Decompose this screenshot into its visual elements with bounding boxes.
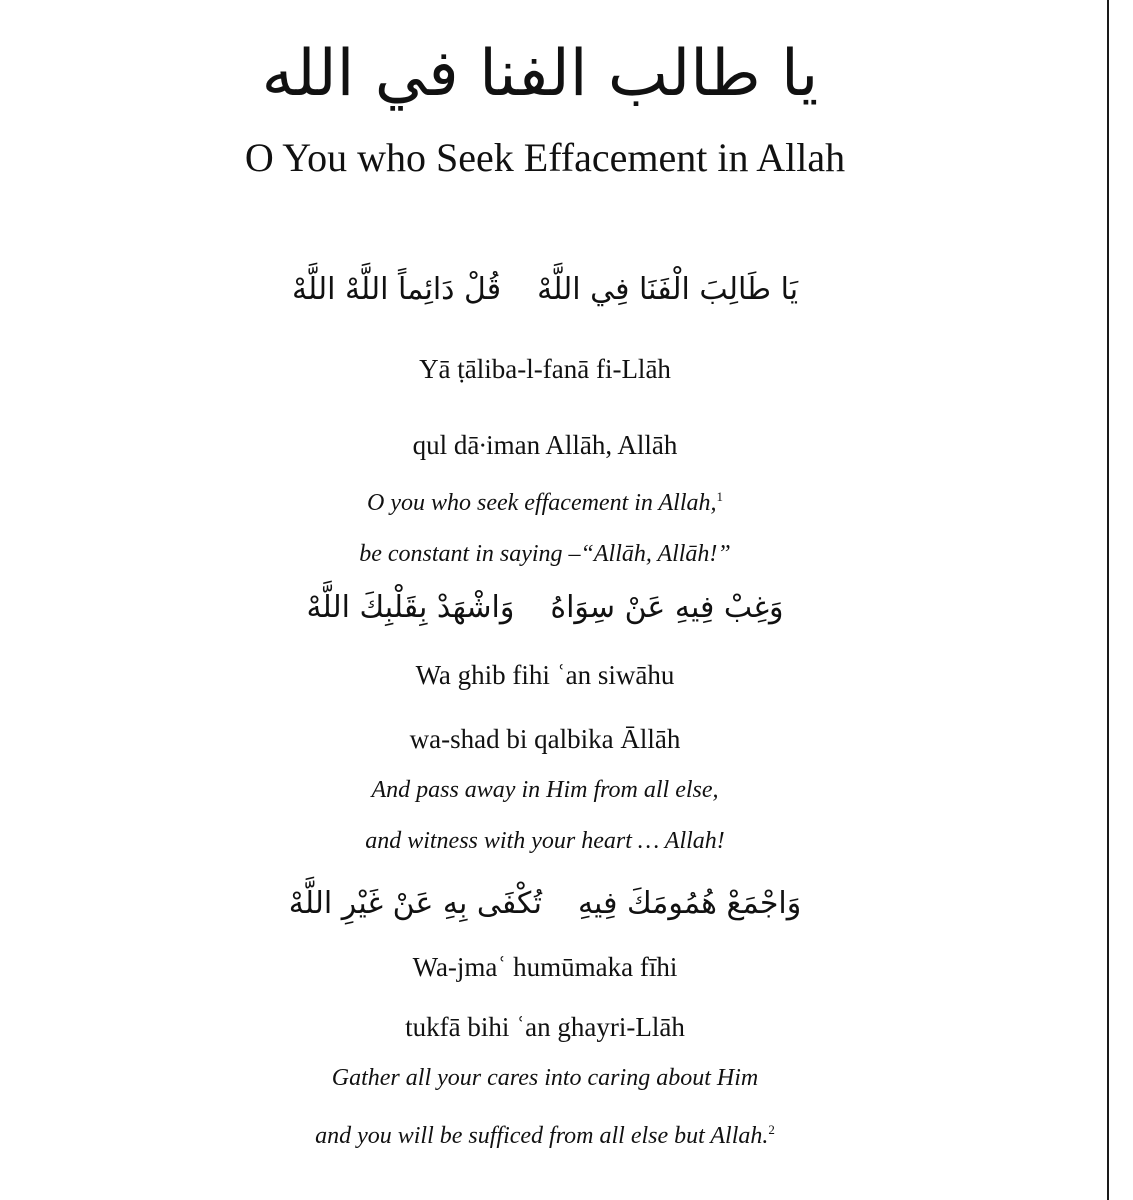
- page-edge-rule: [1107, 0, 1109, 1200]
- verse-3: [240, 882, 850, 1155]
- verse-1-transliteration-line-1: Yā ṭāliba-l-fanā fi-Llāh: [419, 354, 671, 384]
- verse-3-translation-line-1: Gather all your cares into caring about Him: [331, 1065, 759, 1091]
- verse-1-translation-line-1-text: O you who seek effacement in Allah,: [367, 490, 717, 516]
- verse-1-translation-line-2: be constant in saying –“Allāh, Allāh!”: [359, 541, 731, 567]
- footnote-marker-2: 2: [768, 1122, 775, 1137]
- verse-3-transliteration-line-2: tukfā bihi ʿan ghayri-Llāh: [405, 1012, 685, 1042]
- verse-2: [240, 586, 850, 860]
- verse-1-arabic: [240, 268, 850, 312]
- verse-1-arabic-right: يَا طَالِبَ الْفَنَا فِي اللَّهْ: [537, 272, 799, 307]
- verse-2-transliteration-line-2: wa-shad bi qalbika Āllāh: [409, 724, 681, 754]
- verse-3-translation-line-2-text: and you will be sufficed from all else but Allah.: [315, 1123, 769, 1149]
- verse-2-arabic-left: وَاشْهَدْ بِقَلْبِكَ اللَّهْ: [306, 590, 515, 625]
- english-title: O You who Seek Effacement in Allah: [244, 135, 846, 180]
- verse-3-transliteration-line-1: Wa-jmaʿ humūmaka fīhi: [412, 952, 678, 982]
- verse-3-arabic-right: وَاجْمَعْ هُمُومَكَ فِيهِ: [577, 886, 802, 921]
- verse-2-transliteration-line-1: Wa ghib fihi ʿan siwāhu: [415, 660, 675, 690]
- verse-1: [240, 268, 850, 573]
- verse-1-translation-line-1: [240, 478, 850, 522]
- arabic-title: يا طالب الفنا في الله: [261, 37, 819, 111]
- verse-3-translation-line-2: [240, 1111, 850, 1155]
- verse-1-transliteration-line-2: qul dā∙iman Allāh, Allāh: [412, 430, 678, 460]
- verse-2-arabic: [240, 586, 850, 630]
- verse-3-arabic: [240, 882, 850, 926]
- footnote-marker-1: 1: [716, 489, 723, 504]
- verse-2-translation-line-1: And pass away in Him from all else,: [371, 777, 719, 803]
- verse-1-arabic-left: قُلْ دَائِماً اللَّهْ اللَّهْ: [291, 272, 502, 307]
- verse-2-arabic-right: وَغِبْ فِيهِ عَنْ سِوَاهُ: [550, 590, 784, 625]
- verse-2-translation-line-2: and witness with your heart … Allah!: [365, 828, 725, 854]
- verse-3-arabic-left: تُكْفَى بِهِ عَنْ غَيْرِ اللَّهْ: [288, 886, 542, 921]
